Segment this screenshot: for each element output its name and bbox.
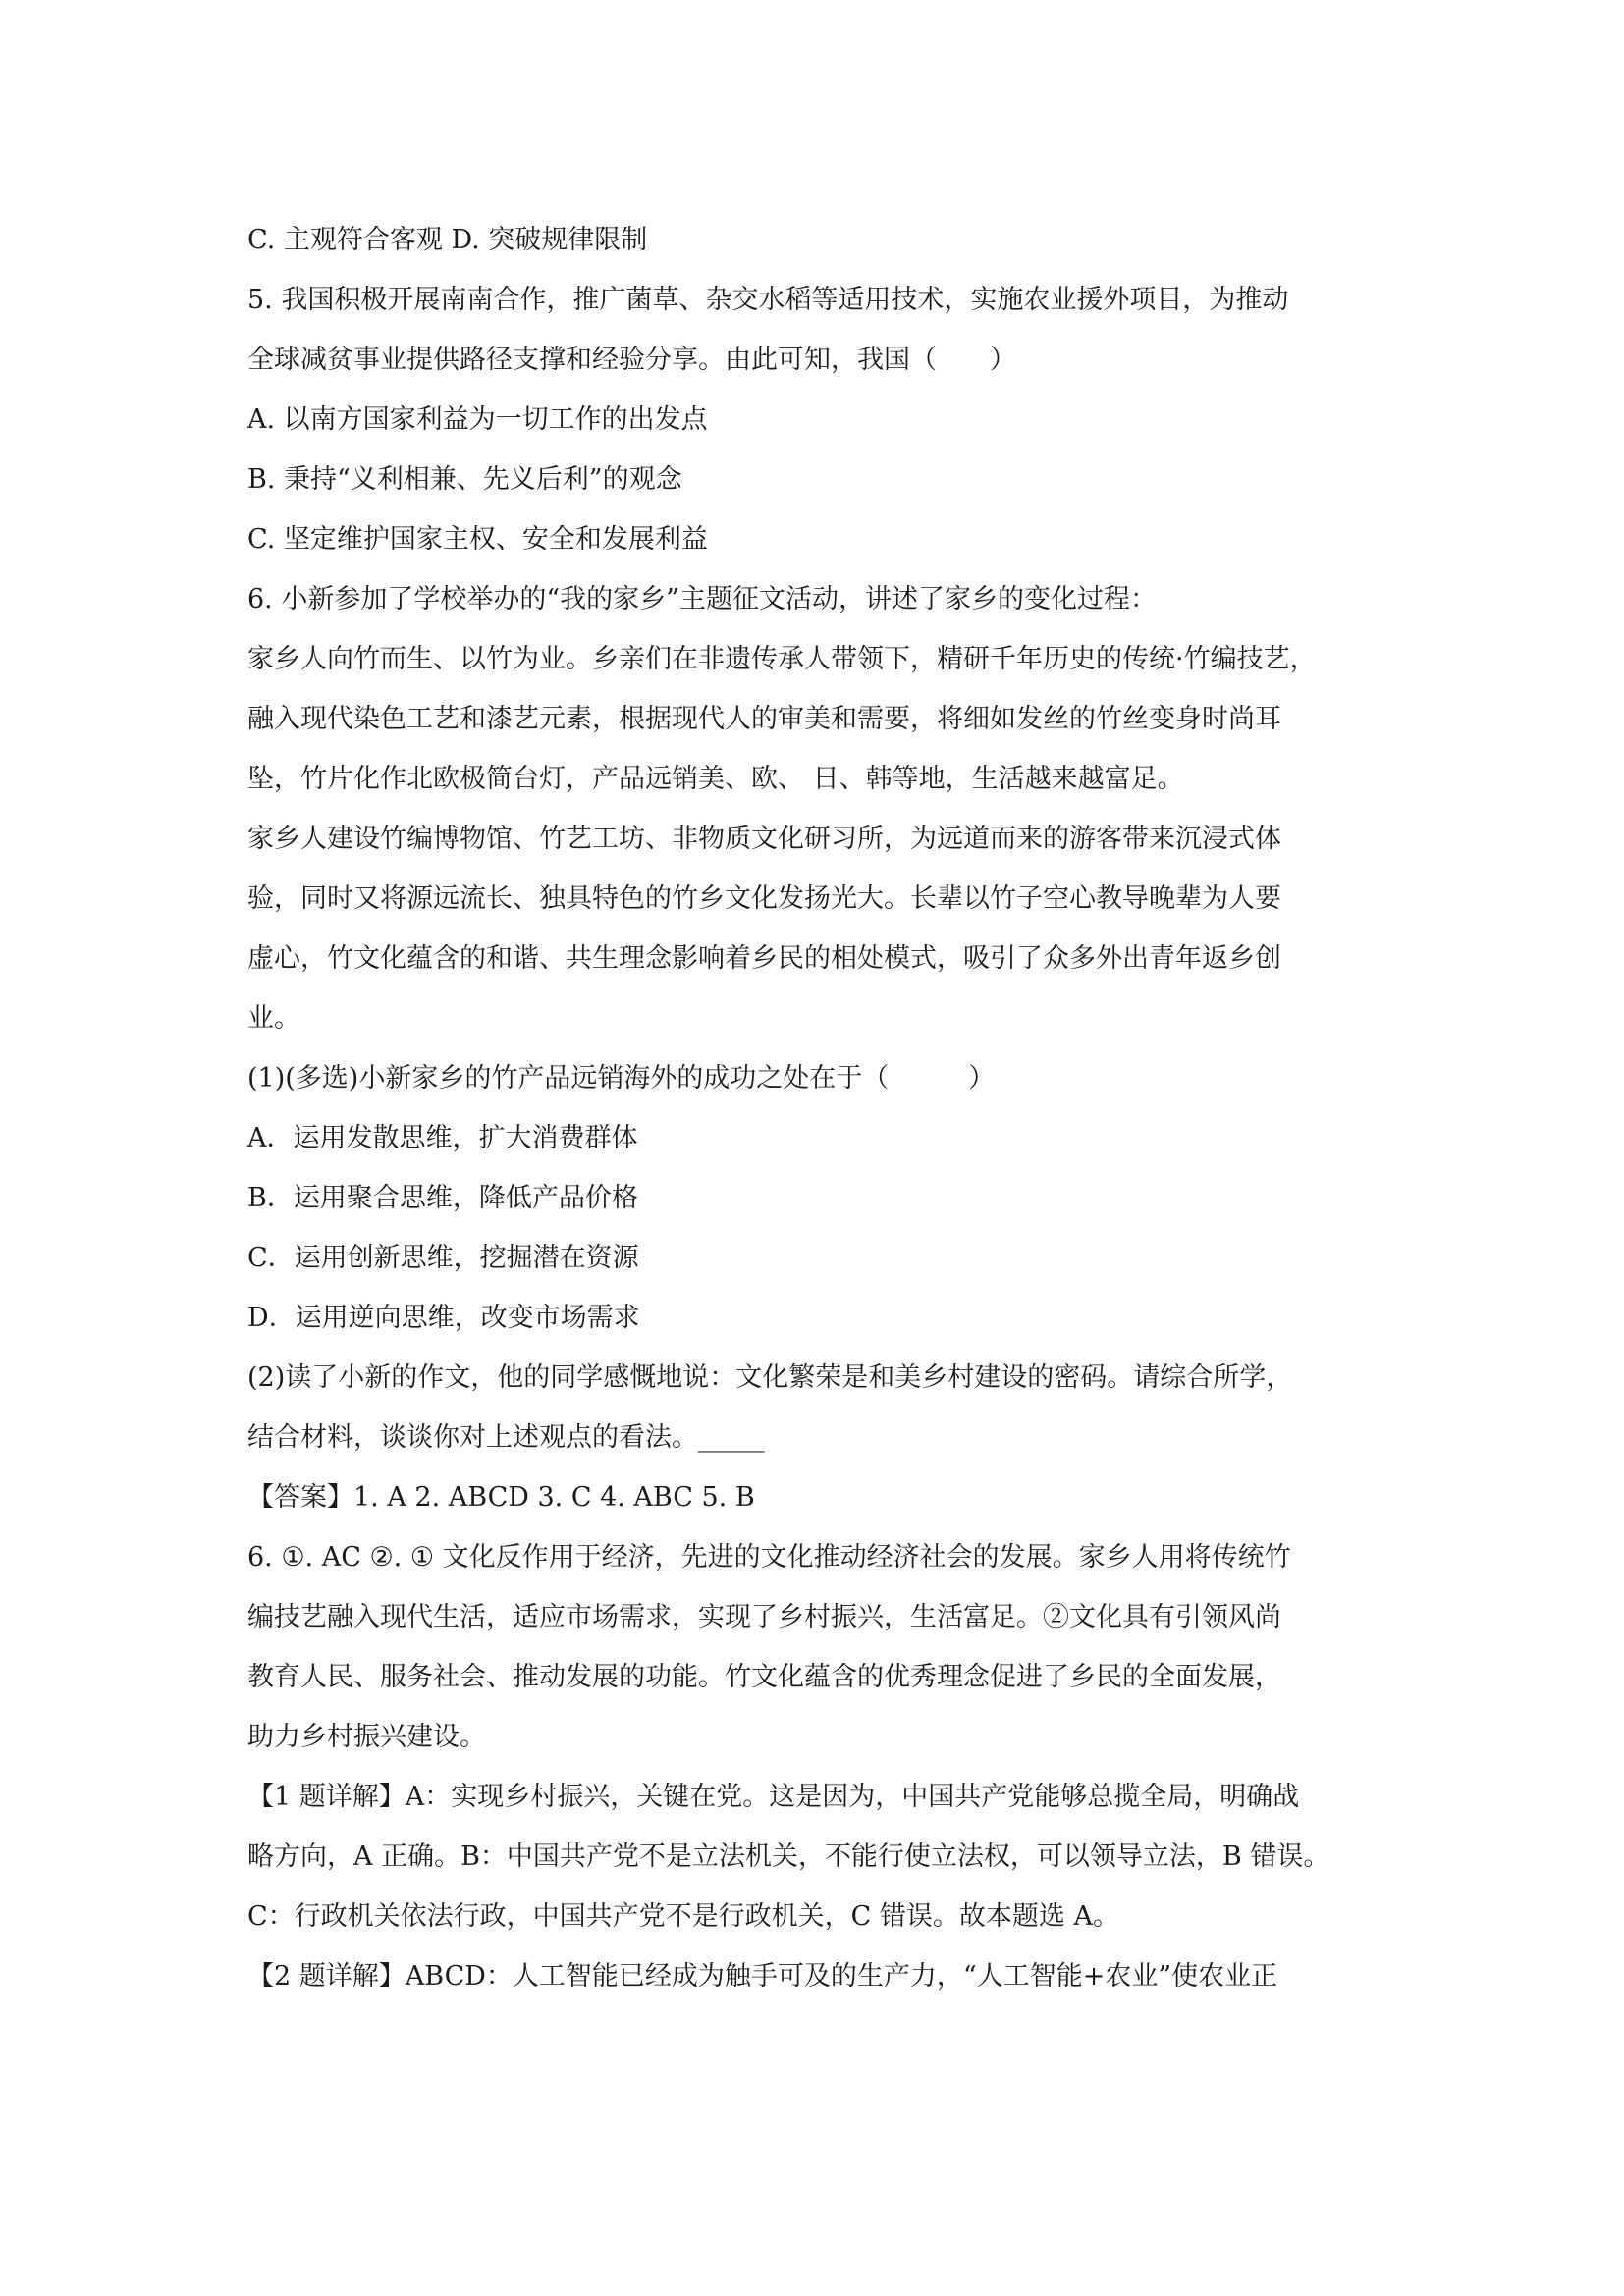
text-line: C：行政机关依法行政，中国共产党不是行政机关，C 错误。故本题选 A。 (247, 1901, 1119, 1932)
text-line: 略方向，A 正确。B：中国共产党不是立法机关，不能行使立法权，可以领导立法，B 错误。 (247, 1842, 1330, 1872)
text-line: 【2 题详解】ABCD：人工智能已经成为触手可及的生产力，“人工智能+农业”使农业正 (247, 1961, 1278, 1992)
text-line: 结合材料，谈谈你对上述观点的看法。_____ (247, 1422, 765, 1453)
text-line: 业。 (247, 1003, 300, 1034)
text-line: B．运用聚合思维，降低产品价格 (247, 1183, 638, 1213)
text-line: A．运用发散思维，扩大消费群体 (247, 1123, 638, 1153)
text-line: C. 主观符合客观 D. 突破规律限制 (247, 225, 648, 255)
text-line: 虚心，竹文化蕴含的和谐、共生理念影响着乡民的相处模式，吸引了众多外出青年返乡创 (247, 943, 1281, 974)
text-line: 家乡人建设竹编博物馆、竹艺工坊、非物质文化研习所，为远道而来的游客带来沉浸式体 (247, 824, 1281, 854)
text-line: C．运用创新思维，挖掘潜在资源 (247, 1243, 639, 1273)
text-line: 坠，竹片化作北欧极简台灯，产品远销美、欧、 日、韩等地，生活越来越富足。 (247, 764, 1184, 794)
text-line: 【1 题详解】A：实现乡村振兴，关键在党。这是因为，中国共产党能够总揽全局，明确战 (247, 1782, 1300, 1812)
text-line: 6. ①. AC ②. ① 文化反作用于经济，先进的文化推动经济社会的发展。家乡人用将传统竹 (247, 1542, 1291, 1573)
text-line: A. 以南方国家利益为一切工作的出发点 (247, 404, 708, 435)
text-line: D．运用逆向思维，改变市场需求 (247, 1303, 640, 1333)
text-line: 编技艺融入现代生活，适应市场需求，实现了乡村振兴，生活富足。②文化具有引领风尚 (247, 1602, 1281, 1632)
text-line: B. 秉持“义利相兼、先义后利”的观念 (247, 464, 682, 495)
text-line: 助力乡村振兴建设。 (247, 1722, 486, 1752)
text-line: 【答案】1. A 2. ABCD 3. C 4. ABC 5. B (247, 1482, 755, 1513)
text-line: 融入现代染色工艺和漆艺元素，根据现代人的审美和需要，将细如发丝的竹丝变身时尚耳 (247, 704, 1281, 734)
text-line: (2)读了小新的作文，他的同学感慨地说：文化繁荣是和美乡村建设的密码。请综合所学， (247, 1362, 1293, 1393)
text-line: 5. 我国积极开展南南合作，推广菌草、杂交水稻等适用技术，实施农业援外项目，为推动 (247, 285, 1289, 315)
document-body (247, 210, 1406, 2006)
text-line: C. 坚定维护国家主权、安全和发展利益 (247, 524, 708, 555)
text-line: 家乡人向竹而生、以竹为业。乡亲们在非遗传承人带领下，精研千年历史的传统·竹编技艺， (247, 644, 1317, 674)
text-line: 验，同时又将源远流长、独具特色的竹乡文化发扬光大。长辈以竹子空心教导晚辈为人要 (247, 883, 1281, 914)
text-line: 教育人民、服务社会、推动发展的功能。竹文化蕴含的优秀理念促进了乡民的全面发展， (247, 1662, 1281, 1692)
text-line: 全球减贫事业提供路径支撑和经验分享。由此可知，我国（ ） (247, 345, 1016, 375)
text-line: 6. 小新参加了学校举办的“我的家乡”主题征文活动，讲述了家乡的变化过程： (247, 584, 1157, 614)
text-line: (1)(多选)小新家乡的竹产品远销海外的成功之处在于（ ） (247, 1063, 996, 1094)
